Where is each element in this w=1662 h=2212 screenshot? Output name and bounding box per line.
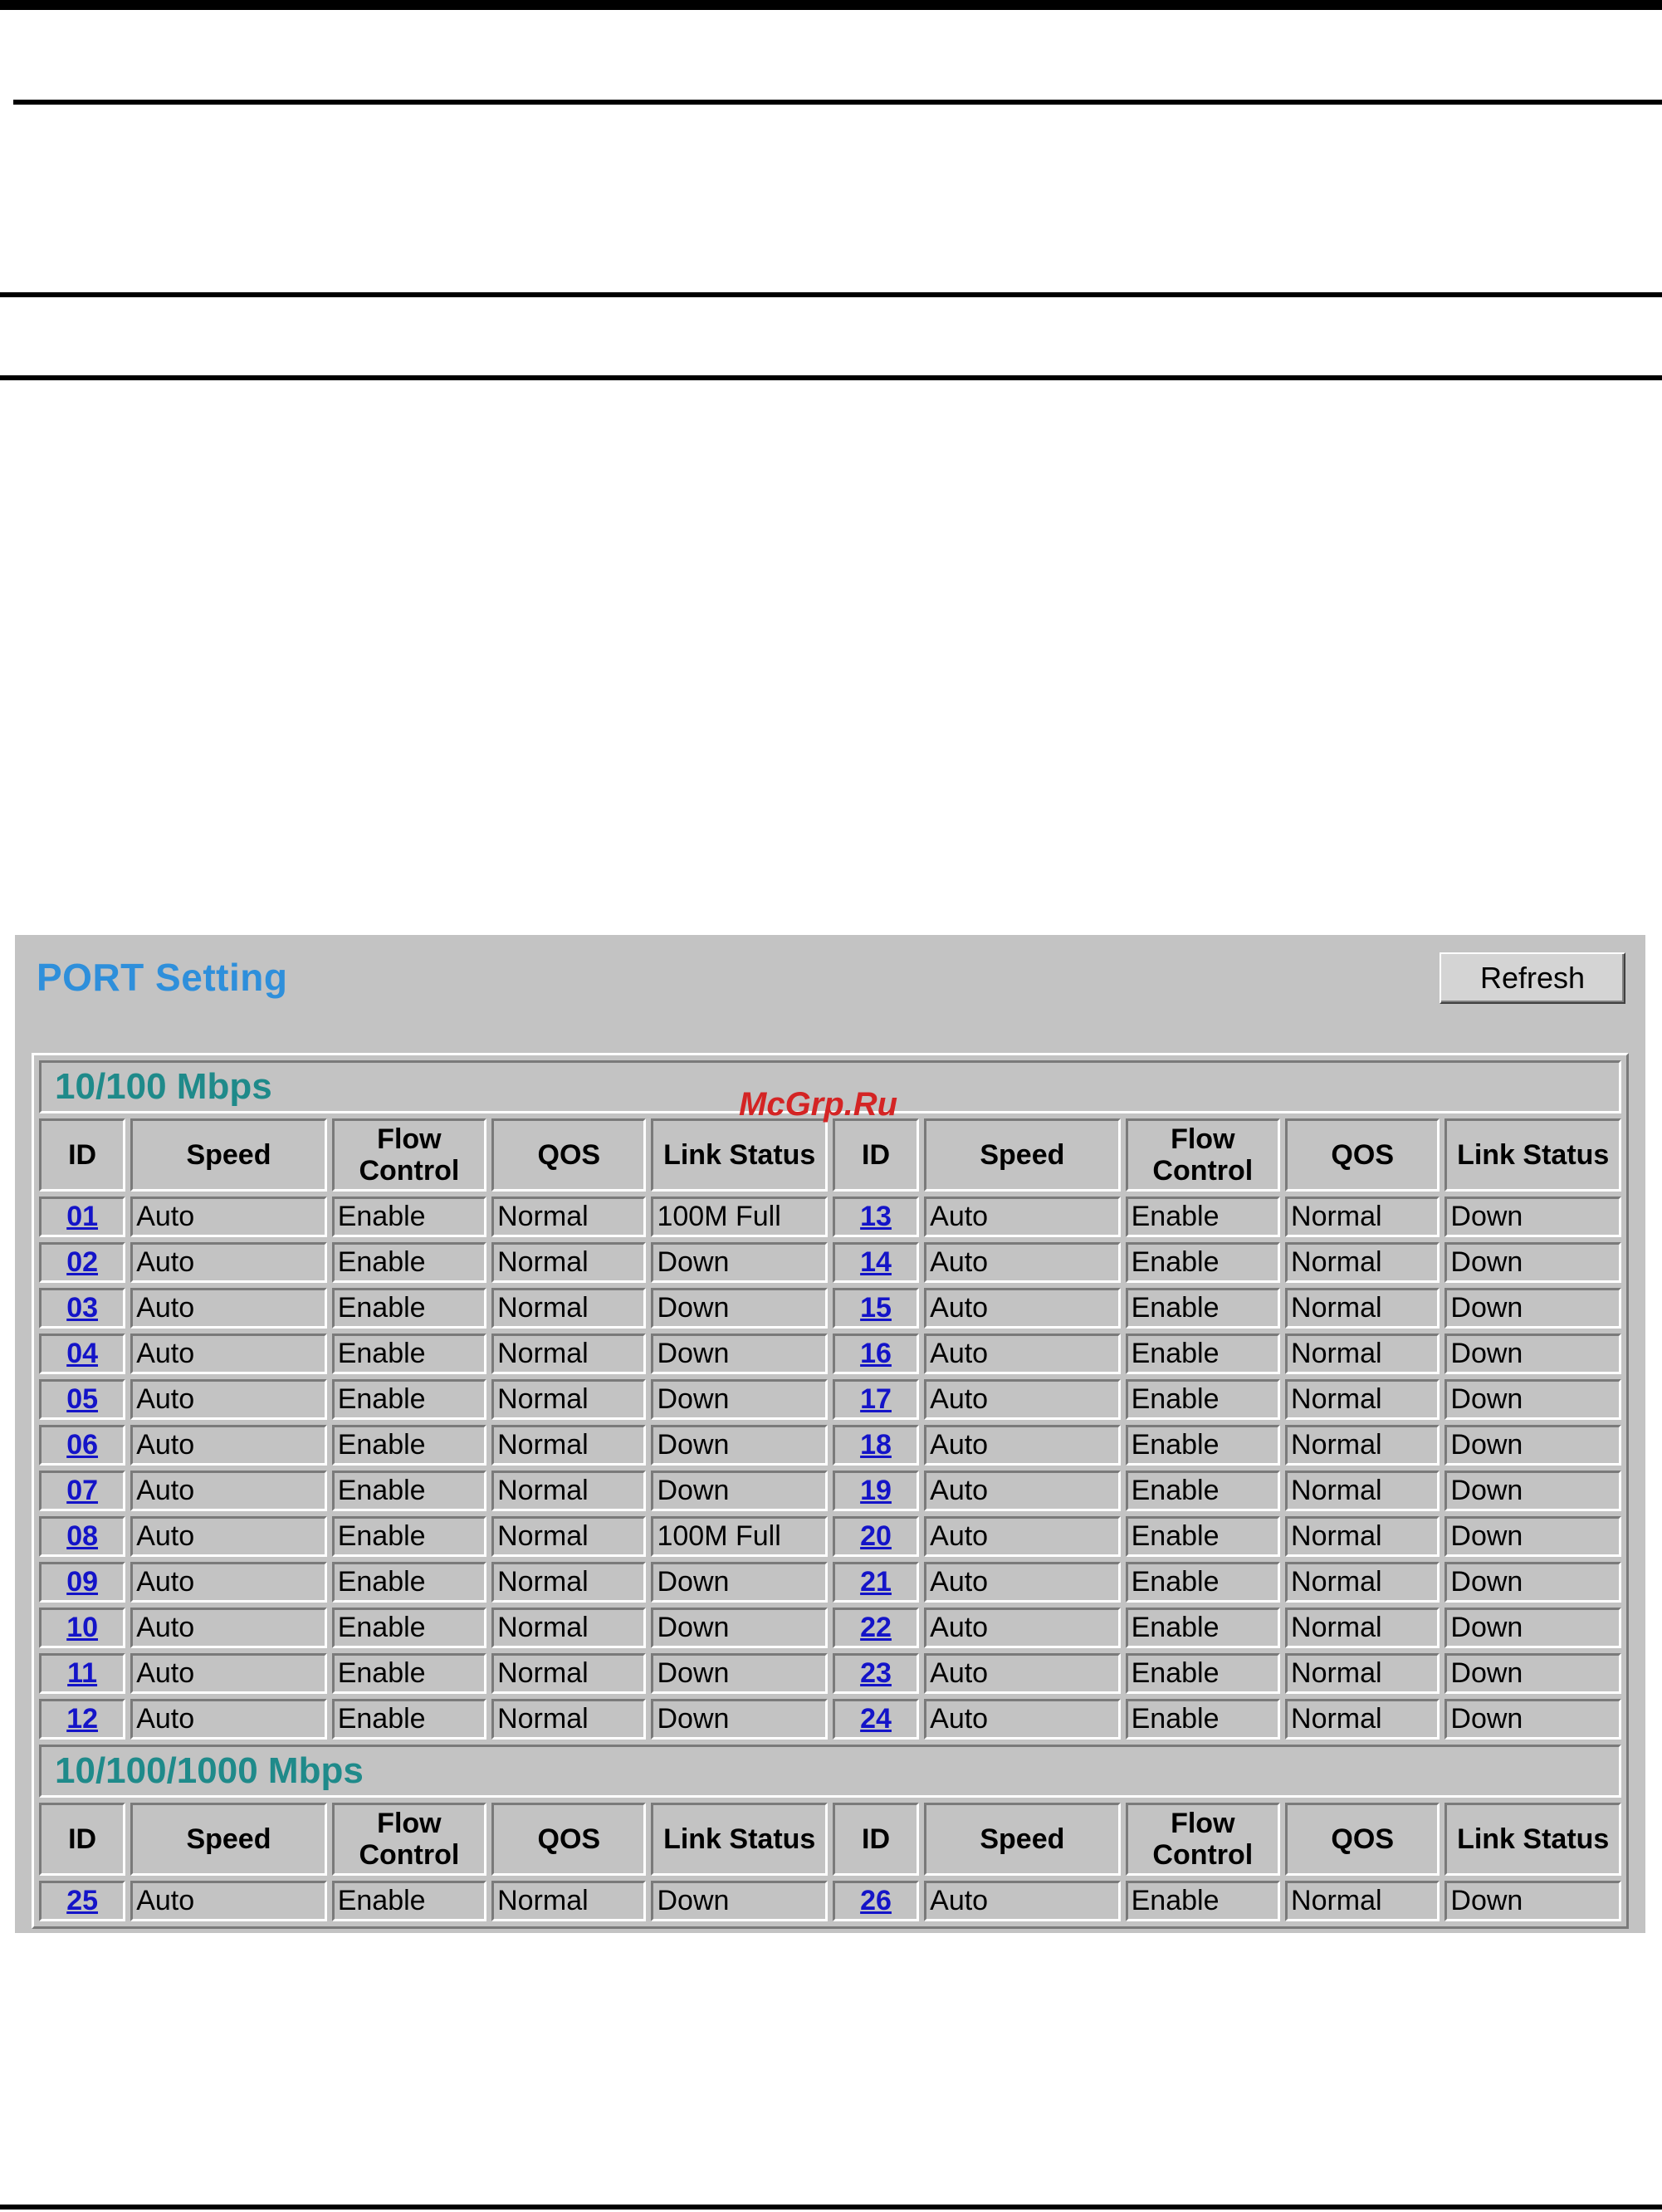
port-id-cell (39, 1379, 125, 1420)
port-qos-cell: Normal (491, 1516, 646, 1557)
port-link[interactable]: 25 (66, 1885, 99, 1916)
port-flow-cell: Enable (332, 1197, 486, 1237)
port-table (32, 1053, 1629, 1929)
port-speed-cell: Auto (130, 1608, 326, 1648)
port-speed-cell: Auto (130, 1242, 326, 1283)
port-id-cell (39, 1242, 125, 1283)
port-id-cell (39, 1562, 125, 1603)
section-header-row (39, 1745, 1621, 1798)
port-flow-cell: Enable (332, 1881, 486, 1921)
port-link-cell: 100M Full (651, 1516, 827, 1557)
port-flow-cell: Enable (332, 1379, 486, 1420)
port-link-cell: Down (1444, 1242, 1621, 1283)
table-row (39, 1288, 1621, 1329)
port-link[interactable]: 03 (66, 1292, 99, 1324)
column-header-id: ID (833, 1803, 919, 1876)
port-link[interactable]: 12 (66, 1703, 99, 1735)
column-header-flow: Flow Control (1126, 1803, 1280, 1876)
port-id-cell (39, 1197, 125, 1237)
port-link[interactable]: 16 (860, 1338, 892, 1369)
port-qos-cell: Normal (1285, 1425, 1440, 1466)
port-qos-cell: Normal (1285, 1288, 1440, 1329)
column-header-row (39, 1118, 1621, 1192)
port-flow-cell: Enable (332, 1242, 486, 1283)
port-link[interactable]: 20 (860, 1520, 892, 1552)
port-link-cell: Down (1444, 1653, 1621, 1694)
port-link[interactable]: 06 (66, 1429, 99, 1461)
port-flow-cell: Enable (332, 1653, 486, 1694)
column-header-flow: Flow Control (332, 1803, 486, 1876)
port-link[interactable]: 08 (66, 1520, 99, 1552)
port-speed-cell: Auto (130, 1881, 326, 1921)
port-link-cell: Down (651, 1288, 827, 1329)
port-speed-cell: Auto (130, 1197, 326, 1237)
port-flow-cell: Enable (1126, 1881, 1280, 1921)
port-id-cell (833, 1699, 919, 1740)
refresh-button[interactable]: Refresh (1440, 952, 1625, 1004)
port-link[interactable]: 10 (66, 1612, 99, 1643)
port-speed-cell: Auto (130, 1699, 326, 1740)
port-qos-cell: Normal (491, 1197, 646, 1237)
port-id-cell (833, 1334, 919, 1374)
port-qos-cell: Normal (1285, 1562, 1440, 1603)
port-speed-cell: Auto (130, 1334, 326, 1374)
port-speed-cell: Auto (130, 1516, 326, 1557)
column-header-row (39, 1803, 1621, 1876)
port-speed-cell: Auto (924, 1425, 1120, 1466)
port-flow-cell: Enable (1126, 1699, 1280, 1740)
column-header-link: Link Status (651, 1803, 827, 1876)
rule-3 (0, 292, 1662, 297)
port-link-cell: Down (1444, 1288, 1621, 1329)
port-speed-cell: Auto (924, 1653, 1120, 1694)
port-flow-cell: Enable (1126, 1334, 1280, 1374)
port-link[interactable]: 14 (860, 1246, 892, 1278)
port-speed-cell: Auto (130, 1653, 326, 1694)
port-qos-cell: Normal (491, 1699, 646, 1740)
port-speed-cell: Auto (924, 1516, 1120, 1557)
port-link[interactable]: 23 (860, 1657, 892, 1689)
column-header-link: Link Status (1444, 1118, 1621, 1192)
port-flow-cell: Enable (1126, 1562, 1280, 1603)
table-row (39, 1562, 1621, 1603)
port-id-cell (39, 1334, 125, 1374)
column-header-flow: Flow Control (332, 1118, 486, 1192)
port-id-cell (833, 1288, 919, 1329)
section-label: 10/100 Mbps (39, 1060, 1621, 1113)
port-link[interactable]: 01 (66, 1201, 99, 1232)
port-link[interactable]: 05 (66, 1383, 99, 1415)
port-qos-cell: Normal (491, 1653, 646, 1694)
port-qos-cell: Normal (1285, 1197, 1440, 1237)
port-flow-cell: Enable (332, 1516, 486, 1557)
port-id-cell (833, 1197, 919, 1237)
table-row (39, 1471, 1621, 1511)
port-flow-cell: Enable (1126, 1471, 1280, 1511)
port-qos-cell: Normal (491, 1881, 646, 1921)
port-flow-cell: Enable (1126, 1425, 1280, 1466)
port-id-cell (833, 1379, 919, 1420)
watermark: McGrp.Ru (739, 1086, 898, 1123)
table-row (39, 1608, 1621, 1648)
port-flow-cell: Enable (1126, 1379, 1280, 1420)
table-row (39, 1334, 1621, 1374)
port-qos-cell: Normal (491, 1608, 646, 1648)
port-speed-cell: Auto (924, 1699, 1120, 1740)
port-qos-cell: Normal (491, 1471, 646, 1511)
port-speed-cell: Auto (924, 1197, 1120, 1237)
column-header-qos: QOS (1285, 1803, 1440, 1876)
port-id-cell (39, 1653, 125, 1694)
port-qos-cell: Normal (1285, 1379, 1440, 1420)
port-qos-cell: Normal (491, 1334, 646, 1374)
port-flow-cell: Enable (332, 1288, 486, 1329)
port-speed-cell: Auto (130, 1425, 326, 1466)
column-header-id: ID (833, 1118, 919, 1192)
port-link[interactable]: 15 (860, 1292, 892, 1324)
table-row (39, 1881, 1621, 1921)
port-link-cell: Down (651, 1881, 827, 1921)
column-header-id: ID (39, 1118, 125, 1192)
port-link[interactable]: 07 (66, 1475, 99, 1506)
port-qos-cell: Normal (1285, 1699, 1440, 1740)
port-link[interactable]: 18 (860, 1429, 892, 1461)
port-qos-cell: Normal (491, 1562, 646, 1603)
table-row (39, 1653, 1621, 1694)
table-row (39, 1242, 1621, 1283)
port-id-cell (833, 1516, 919, 1557)
rule-2 (13, 100, 1662, 105)
port-id-cell (833, 1881, 919, 1921)
port-id-cell (39, 1425, 125, 1466)
port-qos-cell: Normal (491, 1425, 646, 1466)
port-flow-cell: Enable (332, 1425, 486, 1466)
port-id-cell (39, 1471, 125, 1511)
section-label: 10/100/1000 Mbps (39, 1745, 1621, 1798)
rule-4 (0, 375, 1662, 380)
port-flow-cell: Enable (332, 1471, 486, 1511)
port-speed-cell: Auto (924, 1334, 1120, 1374)
column-header-speed: Speed (924, 1803, 1120, 1876)
port-link[interactable]: 17 (860, 1383, 892, 1415)
column-header-qos: QOS (491, 1803, 646, 1876)
port-id-cell (39, 1516, 125, 1557)
port-link-cell: Down (1444, 1562, 1621, 1603)
port-speed-cell: Auto (130, 1562, 326, 1603)
port-link-cell: Down (1444, 1197, 1621, 1237)
port-id-cell (833, 1242, 919, 1283)
port-flow-cell: Enable (1126, 1242, 1280, 1283)
port-flow-cell: Enable (1126, 1653, 1280, 1694)
port-qos-cell: Normal (1285, 1516, 1440, 1557)
port-id-cell (39, 1608, 125, 1648)
port-qos-cell: Normal (1285, 1471, 1440, 1511)
port-link[interactable]: 21 (860, 1566, 892, 1598)
port-link[interactable]: 19 (860, 1475, 892, 1506)
port-link-cell: Down (651, 1334, 827, 1374)
port-qos-cell: Normal (491, 1242, 646, 1283)
port-speed-cell: Auto (924, 1242, 1120, 1283)
port-speed-cell: Auto (924, 1881, 1120, 1921)
port-link-cell: Down (1444, 1425, 1621, 1466)
port-link[interactable]: 13 (860, 1201, 892, 1232)
port-link-cell: Down (1444, 1881, 1621, 1921)
port-speed-cell: Auto (130, 1288, 326, 1329)
port-flow-cell: Enable (1126, 1197, 1280, 1237)
port-link-cell: Down (651, 1242, 827, 1283)
port-setting-panel (15, 935, 1645, 1933)
port-id-cell (833, 1471, 919, 1511)
port-link[interactable]: 24 (860, 1703, 892, 1735)
port-qos-cell: Normal (1285, 1242, 1440, 1283)
port-speed-cell: Auto (130, 1379, 326, 1420)
port-speed-cell: Auto (924, 1562, 1120, 1603)
column-header-speed: Speed (130, 1118, 326, 1192)
table-row (39, 1425, 1621, 1466)
port-flow-cell: Enable (332, 1334, 486, 1374)
port-link[interactable]: 09 (66, 1566, 99, 1598)
port-link-cell: Down (651, 1608, 827, 1648)
port-link[interactable]: 02 (66, 1246, 99, 1278)
port-qos-cell: Normal (491, 1288, 646, 1329)
port-link-cell: Down (651, 1562, 827, 1603)
port-link[interactable]: 04 (66, 1338, 99, 1369)
column-header-link: Link Status (1444, 1803, 1621, 1876)
top-rule (0, 0, 1662, 10)
port-link-cell: Down (651, 1379, 827, 1420)
port-speed-cell: Auto (924, 1608, 1120, 1648)
port-link-cell: Down (1444, 1608, 1621, 1648)
port-id-cell (833, 1653, 919, 1694)
port-id-cell (39, 1881, 125, 1921)
port-link-cell: Down (651, 1653, 827, 1694)
port-id-cell (833, 1425, 919, 1466)
page-title: PORT Setting (37, 956, 288, 999)
port-speed-cell: Auto (924, 1471, 1120, 1511)
port-qos-cell: Normal (491, 1379, 646, 1420)
bottom-rule (0, 2205, 1662, 2210)
table-row (39, 1699, 1621, 1740)
port-link[interactable]: 26 (860, 1885, 892, 1916)
port-speed-cell: Auto (130, 1471, 326, 1511)
port-speed-cell: Auto (924, 1288, 1120, 1329)
port-link-cell: Down (1444, 1379, 1621, 1420)
port-flow-cell: Enable (1126, 1608, 1280, 1648)
port-flow-cell: Enable (1126, 1516, 1280, 1557)
port-link-cell: 100M Full (651, 1197, 827, 1237)
port-qos-cell: Normal (1285, 1653, 1440, 1694)
port-qos-cell: Normal (1285, 1881, 1440, 1921)
port-link-cell: Down (651, 1471, 827, 1511)
port-link-cell: Down (1444, 1334, 1621, 1374)
column-header-link: Link Status (651, 1118, 827, 1192)
column-header-qos: QOS (491, 1118, 646, 1192)
port-id-cell (39, 1288, 125, 1329)
port-id-cell (833, 1562, 919, 1603)
port-flow-cell: Enable (332, 1562, 486, 1603)
port-flow-cell: Enable (332, 1608, 486, 1648)
port-flow-cell: Enable (332, 1699, 486, 1740)
port-qos-cell: Normal (1285, 1608, 1440, 1648)
port-link-cell: Down (651, 1699, 827, 1740)
port-link-cell: Down (1444, 1699, 1621, 1740)
column-header-id: ID (39, 1803, 125, 1876)
column-header-qos: QOS (1285, 1118, 1440, 1192)
port-id-cell (833, 1608, 919, 1648)
port-speed-cell: Auto (924, 1379, 1120, 1420)
port-link[interactable]: 22 (860, 1612, 892, 1643)
port-link-cell: Down (651, 1425, 827, 1466)
table-row (39, 1197, 1621, 1237)
port-link-cell: Down (1444, 1516, 1621, 1557)
port-flow-cell: Enable (1126, 1288, 1280, 1329)
port-id-cell (39, 1699, 125, 1740)
column-header-speed: Speed (924, 1118, 1120, 1192)
column-header-flow: Flow Control (1126, 1118, 1280, 1192)
table-row (39, 1379, 1621, 1420)
port-qos-cell: Normal (1285, 1334, 1440, 1374)
port-link[interactable]: 11 (67, 1657, 98, 1689)
port-link-cell: Down (1444, 1471, 1621, 1511)
table-row (39, 1516, 1621, 1557)
column-header-speed: Speed (130, 1803, 326, 1876)
